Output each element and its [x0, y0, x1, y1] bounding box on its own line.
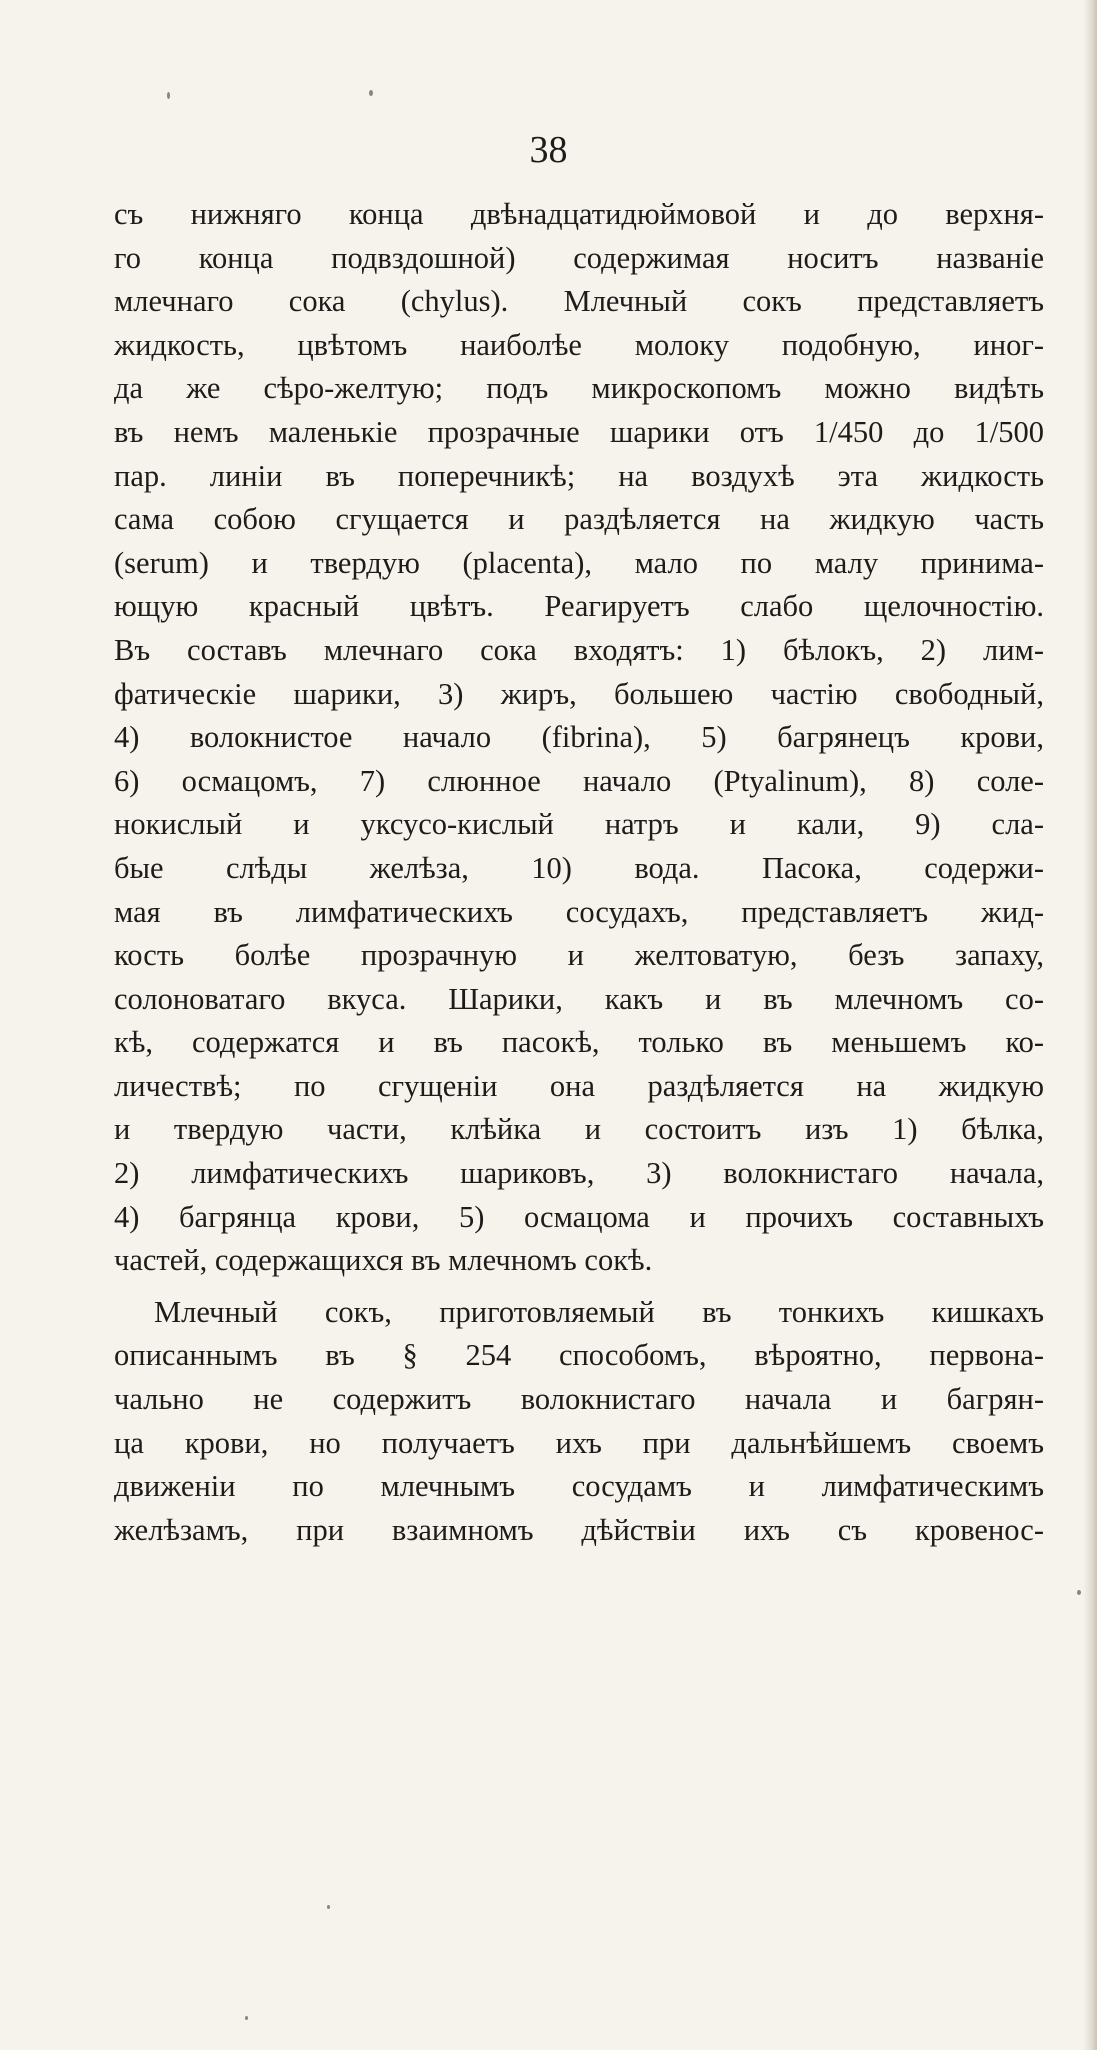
text-line: личествѣ; по сгущеніи она раздѣляется на жидкую	[114, 1068, 1044, 1103]
text-line: и твердую части, клѣйка и состоитъ изъ 1) бѣлка,	[114, 1112, 1044, 1147]
text-line: ющую красный цвѣтъ. Реагируетъ слабо щелочностію.	[114, 589, 1044, 624]
text-line: движеніи по млечнымъ сосудамъ и лимфатическимъ	[114, 1469, 1044, 1504]
paragraph-gap	[114, 1283, 1044, 1291]
text-line: да же сѣро-желтую; подъ микроскопомъ можно видѣть	[114, 371, 1044, 406]
text-line: (serum) и твердую (placenta), мало по малу принима-	[114, 545, 1044, 580]
text-line: фатическіе шарики, 3) жиръ, большею частію свободный,	[114, 676, 1044, 711]
paper-speck	[1077, 1590, 1081, 1595]
text-line: пар. линіи въ поперечникѣ; на воздухѣ эта жидкость	[114, 458, 1044, 493]
body-text	[114, 193, 1044, 1552]
page-number: 38	[529, 129, 568, 171]
text-line: 6) осмацомъ, 7) слюнное начало (Ptyalinum), 8) соле-	[114, 763, 1044, 798]
paragraph-2	[114, 1291, 1044, 1553]
text-line: 4) багрянца крови, 5) осмацома и прочихъ составныхъ	[114, 1199, 1044, 1234]
text-line: кѣ, содержатся и въ пасокѣ, только въ меньшемъ ко-	[114, 1025, 1044, 1060]
text-line: ца крови, но получаетъ ихъ при дальнѣйшемъ своемъ	[114, 1425, 1044, 1460]
text-line: чально не содержитъ волокнистаго начала и багрян-	[114, 1382, 1044, 1417]
text-line: мая въ лимфатическихъ сосудахъ, представляетъ жид-	[114, 894, 1044, 929]
text-line: млечнаго сока (chylus). Млечный сокъ представляетъ	[114, 284, 1044, 319]
paper-speck	[327, 1905, 330, 1909]
page-edge	[1083, 0, 1097, 2050]
text-line: частей, содержащихся въ млечномъ сокѣ.	[114, 1243, 653, 1278]
text-line: желѣзамъ, при взаимномъ дѣйствіи ихъ съ кровенос-	[114, 1512, 1044, 1547]
paper-speck	[167, 92, 170, 99]
text-line: Въ составъ млечнаго сока входятъ: 1) бѣлокъ, 2) лим-	[114, 632, 1044, 667]
text-line: описаннымъ въ § 254 способомъ, вѣроятно, первона-	[114, 1338, 1044, 1373]
text-line: 2) лимфатическихъ шариковъ, 3) волокнистаго начала,	[114, 1156, 1044, 1191]
paper-speck	[369, 90, 373, 96]
text-line: кость болѣе прозрачную и желтоватую, безъ запаху,	[114, 938, 1044, 973]
text-line: быe слѣды желѣза, 10) вода. Пасока, содержи-	[114, 850, 1044, 885]
text-line: 4) волокнистое начало (fibrina), 5) багрянецъ крови,	[114, 720, 1044, 755]
text-line: жидкость, цвѣтомъ наиболѣе молоку подобную, иног-	[114, 327, 1044, 362]
text-line: съ нижняго конца двѣнадцатидюймовой и до верхня-	[114, 197, 1044, 231]
paper-speck	[245, 2016, 248, 2020]
text-line: солоноватаго вкуса. Шарики, какъ и въ млечномъ со-	[114, 981, 1044, 1016]
text-line: го конца подвздошной) содержимая носитъ названіе	[114, 240, 1044, 275]
text-line: Млечный сокъ, приготовляемый въ тонкихъ кишкахъ	[154, 1294, 1044, 1329]
text-line: сама собою сгущается и раздѣляется на жидкую часть	[114, 502, 1044, 537]
paragraph-1	[114, 193, 1044, 1283]
text-line: нокислый и уксусо-кислый натръ и кали, 9) сла-	[114, 807, 1044, 842]
text-line: въ немъ маленькіе прозрачные шарики отъ 1/450 до 1/500	[114, 414, 1044, 449]
